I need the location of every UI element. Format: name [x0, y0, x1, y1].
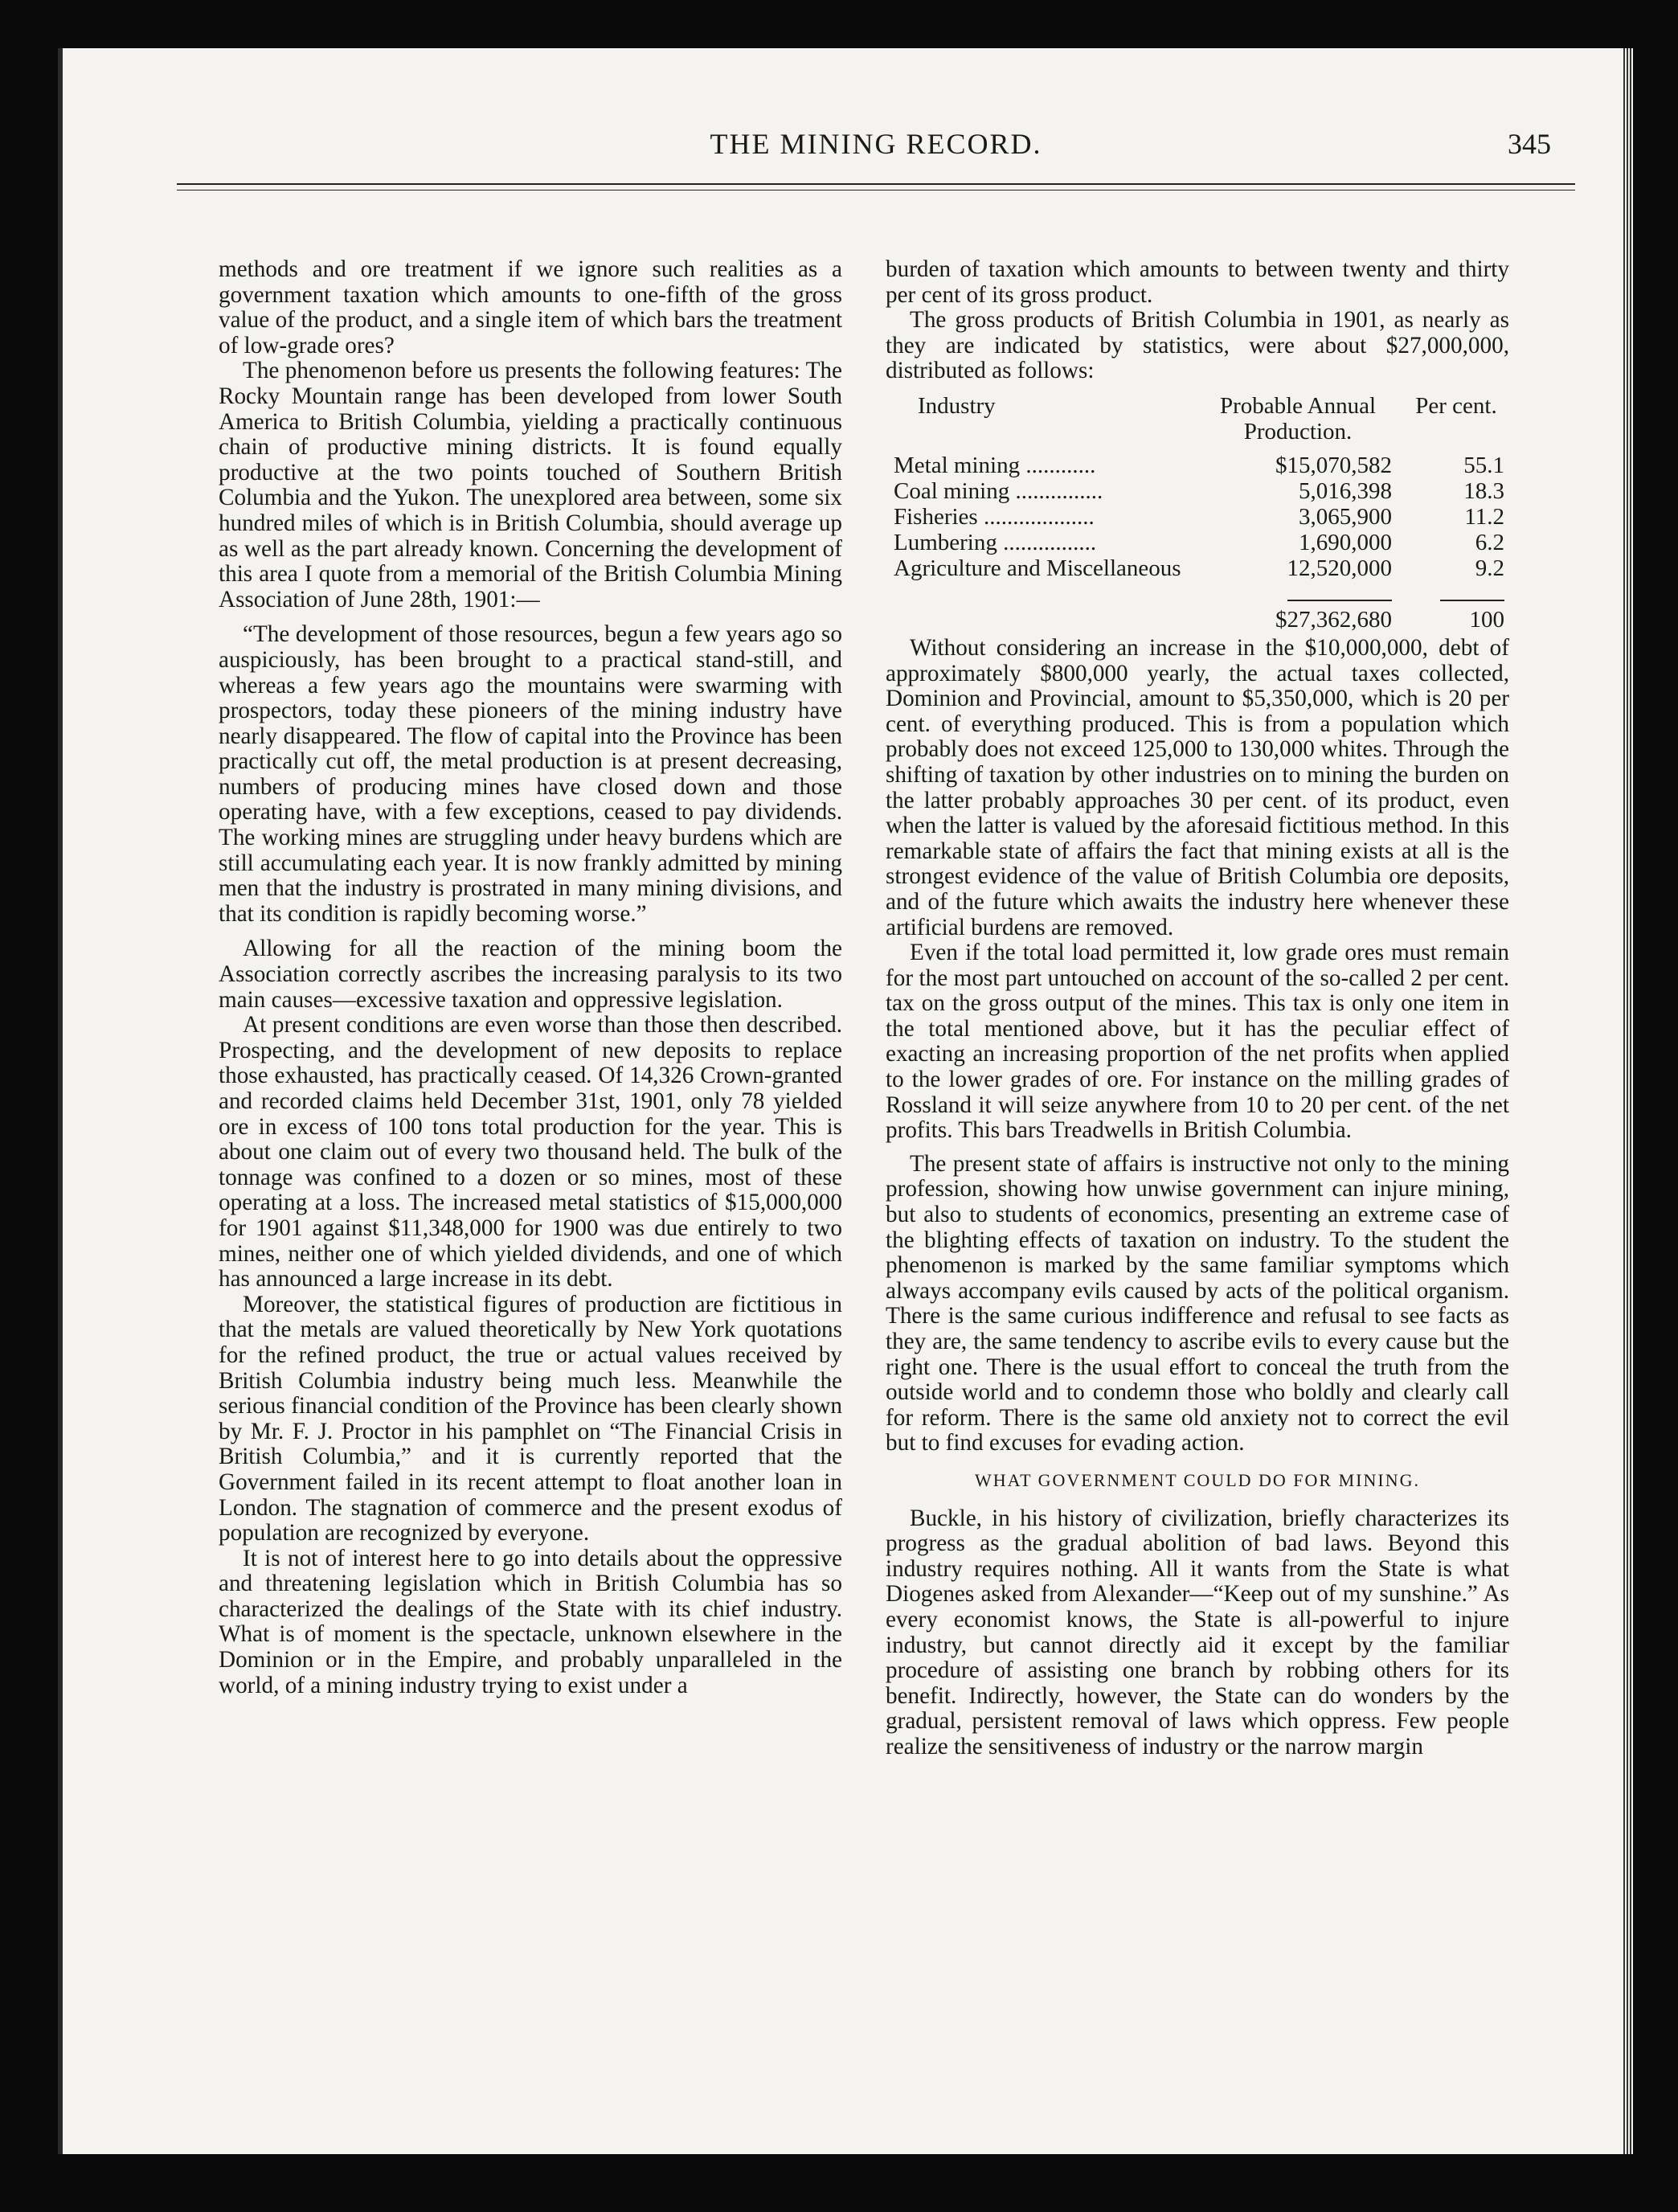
industry-name: Fisheries ................... [894, 503, 1095, 530]
industry-name: Metal mining ............ [894, 452, 1096, 478]
table-row [886, 453, 1509, 478]
production-table [886, 392, 1509, 633]
document-page [58, 48, 1633, 2154]
paragraph: burden of taxation which amounts to between twenty and thirty per cent of its gross product. [886, 256, 1509, 308]
page-edge [1623, 48, 1633, 2154]
running-title: THE MINING RECORD. [710, 128, 1042, 160]
total-production: $27,362,680 [1275, 606, 1392, 633]
page-number: 345 [1508, 128, 1551, 160]
sum-rule [1440, 600, 1504, 601]
total-percent: 100 [1469, 606, 1504, 633]
page-header [177, 127, 1575, 175]
section-heading: WHAT GOVERNMENT COULD DO FOR MINING. [975, 1469, 1420, 1490]
sum-rule-row [886, 581, 1509, 607]
paragraph: At present conditions are even worse than those then described. Prospecting, and the development of new deposits to replace those exhausted, has practically ceased. Of 14,326 Crown-granted and recorded claims held December 31st, 1901, only 78 yielded ore in excess of 100 tons total production for the year. This is about one claim out of every two thousand held. The bulk of the tonnage was confined to a dozen or so mines, most of these operating at a loss. The increased metal statistics of $15,000,000 for 1901 against $11,348,000 for 1900 was due entirely to two mines, neither one of which yielded dividends, and one of which has announced a large increase in its debt. [219, 1012, 842, 1292]
left-column [219, 257, 842, 1698]
percent-value: 6.2 [1475, 529, 1504, 555]
percent-value: 11.2 [1464, 503, 1504, 530]
production-value: 1,690,000 [1299, 529, 1392, 555]
production-value: 12,520,000 [1287, 555, 1392, 581]
percent-value: 55.1 [1463, 452, 1504, 478]
column-header-production: Probable Annual Production. [1219, 392, 1377, 444]
production-value: 5,016,398 [1299, 477, 1392, 504]
production-value: $15,070,582 [1275, 452, 1392, 478]
paragraph: Without considering an increase in the $10,000,000, debt of approximately $800,000 yearly, the actual taxes collected, Dominion and Provincial, amount to $5,350,000, which is 20 per cent. of everything produced. This is from a population which probably does not exceed 125,000 to 130,000 whites. Through the shifting of taxation by other industries on to mining the burden on the latter probably approaches 30 per cent. of its product, even when the latter is valued by the aforesaid fictitious method. In this remarkable state of affairs the fact that mining exists at all is the strongest evidence of the value of British Columbia ore deposits, and of the future which awaits the industry here whenever these artificial burdens are removed. [886, 634, 1509, 940]
table-row [886, 504, 1509, 530]
percent-value: 9.2 [1475, 555, 1504, 581]
sum-rule [1287, 600, 1392, 601]
table-row [886, 530, 1509, 555]
industry-name: Agriculture and Miscellaneous [894, 555, 1181, 581]
table-row [886, 555, 1509, 581]
paragraph: The phenomenon before us presents the following features: The Rocky Mountain range has been developed from lower South America to British Columbia, yielding a practically continuous chain of productive mining districts. It is found equally productive at the two points touched of Southern British Columbia and the Yukon. The unexplored area between, some six hundred miles of which is in British Columbia, should average up as well as the part already known. Concerning the development of this area I quote from a memorial of the British Columbia Mining Association of June 28th, 1901:— [219, 358, 842, 612]
industry-name: Lumbering ................ [894, 529, 1097, 555]
table-row [886, 478, 1509, 504]
paragraph: The gross products of British Columbia in 1901, as nearly as they are indicated by statistics, were about $27,000,000, distributed as follows: [886, 307, 1509, 384]
industry-name: Coal mining ............... [894, 477, 1103, 504]
paragraph: It is not of interest here to go into details about the oppressive and threatening legislation which in British Columbia has so characterized the dealings of the State with its chief industry. What is of moment is the spectacle, unknown elsewhere in the Dominion or in the Empire, and probably unparalleled in the world, of a mining industry trying to exist under a [219, 1545, 842, 1698]
paragraph: Allowing for all the reaction of the mining boom the Association correctly ascribes the increasing paralysis to its two main causes—excessive taxation and oppressive legislation. [219, 936, 842, 1013]
right-column [886, 257, 1509, 1760]
paragraph: Even if the total load permitted it, low grade ores must remain for the most part untouched on account of the so-called 2 per cent. tax on the gross output of the mines. This tax is only one item in the total mentioned above, but it has the peculiar effect of exacting an increasing proportion of the net profits when applied to the lower grades of ore. For instance on the milling grades of Rossland it will seize anywhere from 10 to 20 per cent. of the net profits. This bars Treadwells in British Columbia. [886, 940, 1509, 1144]
column-header-percent: Per cent. [1415, 392, 1497, 419]
paragraph: Buckle, in his history of civilization, briefly characterizes its progress as the gradual abolition of bad laws. Beyond this industry requires nothing. All it wants from the State is what Diogenes asked from Alexander—“Keep out of my sunshine.” As every economist knows, the State is all-powerful to injure industry, but cannot directly aid it except by the familiar procedure of assisting one branch by robbing others for its benefit. Indirectly, however, the State can do wonders by the gradual, persistent removal of laws which oppress. Few people realize the sensitiveness of industry or the narrow margin [886, 1505, 1509, 1759]
percent-value: 18.3 [1463, 477, 1504, 504]
paragraph: The present state of affairs is instructive not only to the mining profession, showing how unwise government can injure mining, but also to students of economics, presenting an extreme case of the blighting effects of taxation on industry. To the student the phenomenon is marked by the same familiar symptoms which always accompany evils caused by acts of the political organism. There is the same curious indifference and refusal to see facts as they are, the same tendency to ascribe evils to every cause but the right one. There is the usual effort to conceal the truth from the outside world and to condemn those who boldly and clearly call for reform. There is the same old anxiety not to correct the evil but to find excuses for evading action. [886, 1150, 1509, 1456]
paragraph: Moreover, the statistical figures of production are fictitious in that the metals are valued theoretically by New York quotations for the refined product, the true or actual values received by British Columbia industry being much less. Meanwhile the serious financial condition of the Province has been clearly shown by Mr. F. J. Proctor in his pamphlet on “The Financial Crisis in British Columbia,” and it is currently reported that the Government failed in its recent attempt to float another loan in London. The stagnation of commerce and the present exodus of population are recognized by everyone. [219, 1291, 842, 1546]
paragraph: methods and ore treatment if we ignore such realities as a government taxation which amounts to one-fifth of the gross value of the product, and a single item of which bars the treatment of low-grade ores? [219, 256, 842, 358]
quotation: “The development of those resources, begun a few years ago so auspiciously, has been brought to a practical stand-still, and whereas a few years ago the mountains were swarming with prospectors, today these pioneers of the mining industry have nearly disappeared. The flow of capital into the Province has been practically cut off, the metal production is at present decreasing, numbers of producing mines have closed down and those operating have, with a few exceptions, ceased to pay dividends. The working mines are struggling under heavy burdens which are still accumulating each year. It is now frankly admitted by mining men that the industry is prostrated in many mining divisions, and that its condition is rapidly becoming worse.” [219, 621, 842, 927]
header-rule [177, 183, 1575, 185]
table-total-row [886, 607, 1509, 633]
column-header-industry: Industry [918, 392, 996, 419]
production-value: 3,065,900 [1299, 503, 1392, 530]
binding-edge [58, 48, 63, 2154]
table-header-row [886, 392, 1509, 453]
